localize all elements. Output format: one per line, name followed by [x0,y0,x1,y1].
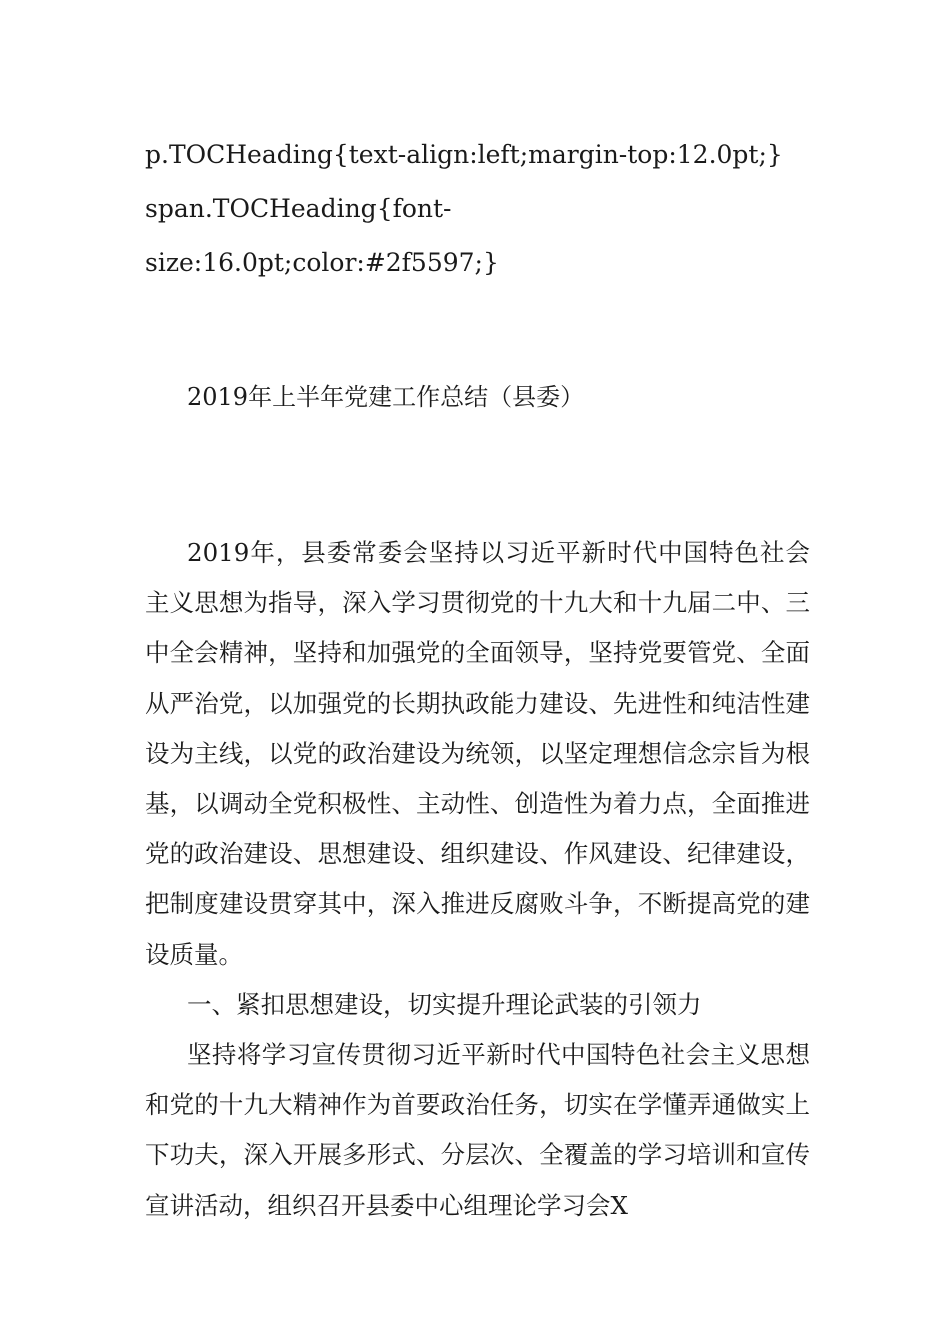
document-title: 2019年上半年党建工作总结（县委） [187,383,585,411]
css-line-3: size:16.0pt;color:#2f5597;} [145,248,499,277]
paragraph-section-1: 坚持将学习宣传贯彻习近平新时代中国特色社会主义思想和党的十九大精神作为首要政治任务，切实在学懂弄通做实上下功夫，深入开展多形式、分层次、全覆盖的学习培训和宣传宣讲活动，组织召开县委中心组理论学习会X [145,1040,810,1220]
css-line-1: p.TOCHeading{text-align:left;margin-top:12.0pt;} [145,140,783,169]
document-body [145,528,810,1231]
css-line-2: span.TOCHeading{font- [145,194,452,223]
css-fragment-text [145,128,815,290]
paragraph-intro: 2019年，县委常委会坚持以习近平新时代中国特色社会主义思想为指导，深入学习贯彻党的十九大和十九届二中、三中全会精神，坚持和加强党的全面领导，坚持党要管党、全面从严治党，以加强党的长期执政能力建设、先进性和纯洁性建设为主线，以党的政治建设为统领，以坚定理想信念宗旨为根基，以调动全党积极性、主动性、创造性为着力点，全面推进党的政治建设、思想建设、组织建设、作风建设、纪律建设，把制度建设贯穿其中，深入推进反腐败斗争，不断提高党的建设质量。 [145,538,810,969]
section-heading-1: 一、紧扣思想建设，切实提升理论武装的引领力 [187,989,702,1019]
